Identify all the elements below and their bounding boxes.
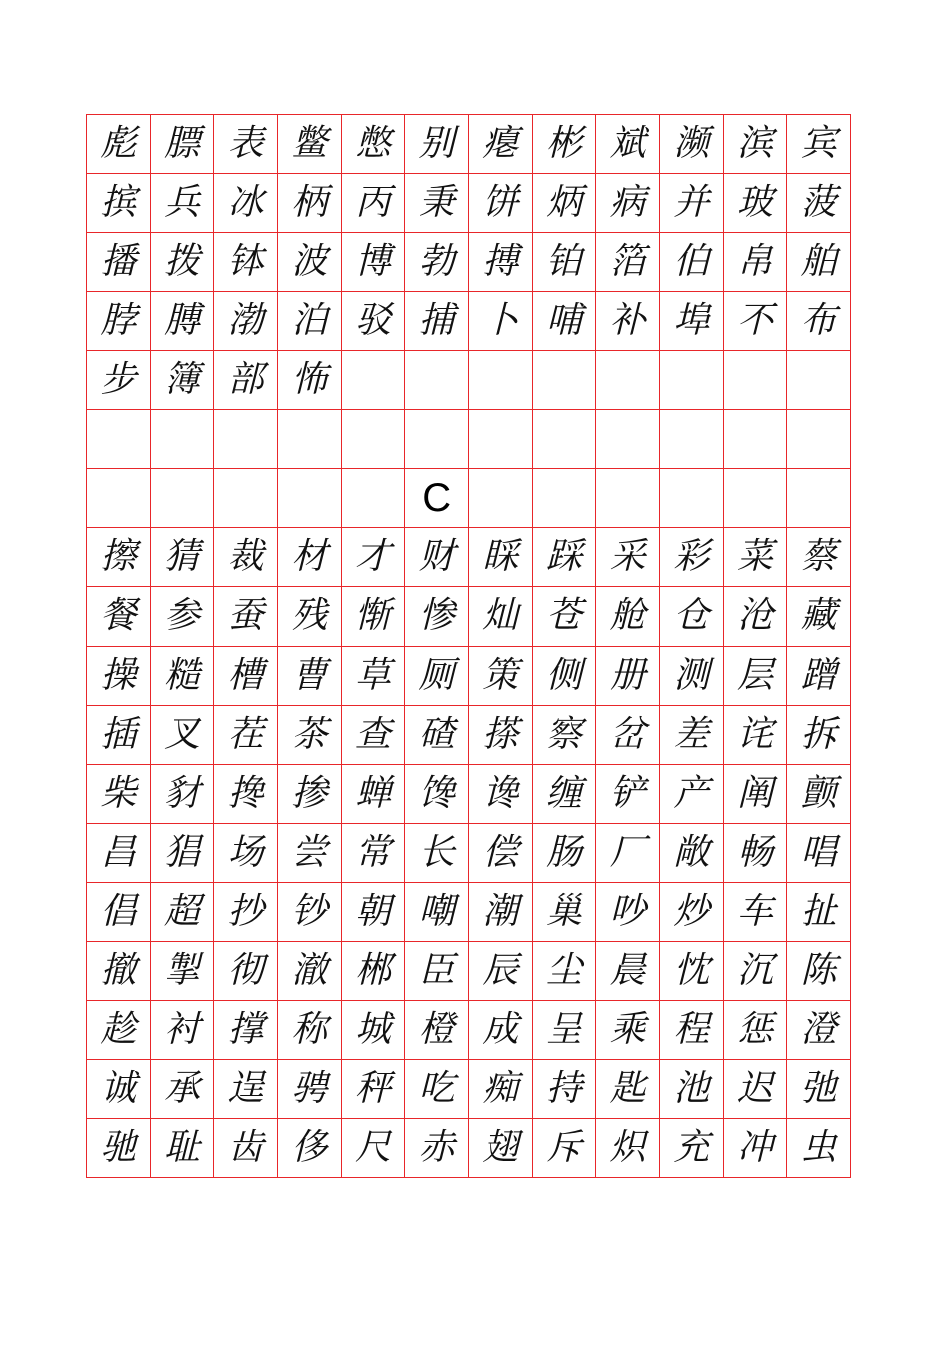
empty-grid-cell	[724, 469, 788, 528]
character-cell: 擦	[87, 528, 151, 587]
character-cell: 糙	[151, 647, 215, 706]
character-cell: 车	[724, 883, 788, 942]
character-cell: 操	[87, 647, 151, 706]
character-cell: 病	[596, 174, 660, 233]
character-cell: 惨	[405, 587, 469, 646]
character-cell: 参	[151, 587, 215, 646]
character-cell: 埠	[660, 292, 724, 351]
character-cell: 泊	[278, 292, 342, 351]
empty-grid-cell	[405, 410, 469, 469]
character-cell: 铲	[596, 765, 660, 824]
empty-grid-cell	[596, 351, 660, 410]
character-cell: 掺	[278, 765, 342, 824]
character-cell: 嘲	[405, 883, 469, 942]
character-cell: 伯	[660, 233, 724, 292]
character-cell: 饼	[469, 174, 533, 233]
character-cell: 超	[151, 883, 215, 942]
character-cell: 巢	[533, 883, 597, 942]
empty-grid-cell	[469, 469, 533, 528]
empty-grid-cell	[214, 410, 278, 469]
empty-grid-cell	[787, 469, 851, 528]
character-cell: 沧	[724, 587, 788, 646]
character-cell: 茬	[214, 706, 278, 765]
character-cell: 勃	[405, 233, 469, 292]
character-cell: 撤	[87, 942, 151, 1001]
empty-grid-cell	[533, 469, 597, 528]
character-cell: 兵	[151, 174, 215, 233]
character-cell: 晨	[596, 942, 660, 1001]
character-cell: 诧	[724, 706, 788, 765]
empty-grid-cell	[214, 469, 278, 528]
empty-grid-cell	[787, 351, 851, 410]
character-cell: 惭	[342, 587, 406, 646]
character-cell: 吃	[405, 1060, 469, 1119]
character-cell: 驳	[342, 292, 406, 351]
character-cell: 策	[469, 647, 533, 706]
character-cell: 吵	[596, 883, 660, 942]
character-cell: 澄	[787, 1001, 851, 1060]
character-cell: 城	[342, 1001, 406, 1060]
character-cell: 冲	[724, 1119, 788, 1178]
empty-grid-cell	[660, 410, 724, 469]
character-cell: 彩	[660, 528, 724, 587]
character-cell: 拨	[151, 233, 215, 292]
character-cell: 灿	[469, 587, 533, 646]
character-cell: 卜	[469, 292, 533, 351]
empty-grid-cell	[533, 351, 597, 410]
character-cell: 郴	[342, 942, 406, 1001]
character-cell: 昌	[87, 824, 151, 883]
character-cell: 敞	[660, 824, 724, 883]
character-cell: 摈	[87, 174, 151, 233]
character-cell: 侈	[278, 1119, 342, 1178]
empty-grid-cell	[787, 410, 851, 469]
character-cell: 扯	[787, 883, 851, 942]
character-cell: 产	[660, 765, 724, 824]
character-cell: 博	[342, 233, 406, 292]
character-cell: 谗	[469, 765, 533, 824]
character-cell: 仓	[660, 587, 724, 646]
character-cell: 插	[87, 706, 151, 765]
character-cell: 澈	[278, 942, 342, 1001]
empty-grid-cell	[278, 469, 342, 528]
empty-grid-cell	[405, 351, 469, 410]
character-cell: 蚕	[214, 587, 278, 646]
character-cell: 膘	[151, 115, 215, 174]
character-cell: 菜	[724, 528, 788, 587]
character-cell: 波	[278, 233, 342, 292]
character-cell: 岔	[596, 706, 660, 765]
character-cell: 长	[405, 824, 469, 883]
character-cell: 秤	[342, 1060, 406, 1119]
character-cell: 滨	[724, 115, 788, 174]
character-cell: 称	[278, 1001, 342, 1060]
character-cell: 宾	[787, 115, 851, 174]
character-cell: 槽	[214, 647, 278, 706]
character-cell: 憋	[342, 115, 406, 174]
empty-grid-cell	[278, 410, 342, 469]
character-cell: 箔	[596, 233, 660, 292]
character-cell: 柴	[87, 765, 151, 824]
character-cell: 趁	[87, 1001, 151, 1060]
character-cell: 拆	[787, 706, 851, 765]
character-cell: 渤	[214, 292, 278, 351]
character-cell: 曹	[278, 647, 342, 706]
character-cell: 猜	[151, 528, 215, 587]
character-cell: 赤	[405, 1119, 469, 1178]
character-cell: 搽	[469, 706, 533, 765]
section-letter-heading: C	[405, 469, 469, 528]
character-cell: 程	[660, 1001, 724, 1060]
character-cell: 财	[405, 528, 469, 587]
empty-grid-cell	[342, 469, 406, 528]
character-cell: 餐	[87, 587, 151, 646]
character-cell: 抄	[214, 883, 278, 942]
character-cell: 部	[214, 351, 278, 410]
character-cell: 帛	[724, 233, 788, 292]
character-cell: 钵	[214, 233, 278, 292]
character-cell: 肠	[533, 824, 597, 883]
character-cell: 衬	[151, 1001, 215, 1060]
character-cell: 潮	[469, 883, 533, 942]
character-cell: 呈	[533, 1001, 597, 1060]
character-cell: 倡	[87, 883, 151, 942]
character-cell: 彪	[87, 115, 151, 174]
character-cell: 炒	[660, 883, 724, 942]
character-cell: 簿	[151, 351, 215, 410]
character-cell: 鳖	[278, 115, 342, 174]
character-cell: 层	[724, 647, 788, 706]
character-cell: 诚	[87, 1060, 151, 1119]
character-cell: 厕	[405, 647, 469, 706]
character-cell: 舱	[596, 587, 660, 646]
character-practice-grid	[86, 114, 851, 1178]
character-cell: 场	[214, 824, 278, 883]
empty-grid-cell	[724, 410, 788, 469]
character-cell: 濒	[660, 115, 724, 174]
character-cell: 尝	[278, 824, 342, 883]
character-cell: 成	[469, 1001, 533, 1060]
empty-grid-cell	[87, 410, 151, 469]
character-cell: 痴	[469, 1060, 533, 1119]
character-cell: 玻	[724, 174, 788, 233]
character-cell: 菠	[787, 174, 851, 233]
character-cell: 并	[660, 174, 724, 233]
character-cell: 撑	[214, 1001, 278, 1060]
character-cell: 持	[533, 1060, 597, 1119]
character-cell: 斌	[596, 115, 660, 174]
character-cell: 炳	[533, 174, 597, 233]
character-cell: 偿	[469, 824, 533, 883]
character-cell: 馋	[405, 765, 469, 824]
character-cell: 颤	[787, 765, 851, 824]
character-cell: 补	[596, 292, 660, 351]
character-cell: 常	[342, 824, 406, 883]
character-cell: 柄	[278, 174, 342, 233]
character-cell: 匙	[596, 1060, 660, 1119]
character-cell: 查	[342, 706, 406, 765]
character-cell: 察	[533, 706, 597, 765]
character-cell: 掣	[151, 942, 215, 1001]
character-cell: 采	[596, 528, 660, 587]
empty-grid-cell	[87, 469, 151, 528]
character-cell: 虫	[787, 1119, 851, 1178]
character-cell: 畅	[724, 824, 788, 883]
character-cell: 表	[214, 115, 278, 174]
character-cell: 差	[660, 706, 724, 765]
empty-grid-cell	[660, 469, 724, 528]
empty-grid-cell	[342, 410, 406, 469]
character-cell: 藏	[787, 587, 851, 646]
character-cell: 残	[278, 587, 342, 646]
character-cell: 不	[724, 292, 788, 351]
character-cell: 冰	[214, 174, 278, 233]
character-cell: 弛	[787, 1060, 851, 1119]
empty-grid-cell	[660, 351, 724, 410]
character-cell: 迟	[724, 1060, 788, 1119]
character-cell: 叉	[151, 706, 215, 765]
character-cell: 豺	[151, 765, 215, 824]
character-cell: 阐	[724, 765, 788, 824]
character-cell: 彻	[214, 942, 278, 1001]
character-cell: 哺	[533, 292, 597, 351]
character-cell: 碴	[405, 706, 469, 765]
empty-grid-cell	[469, 410, 533, 469]
character-cell: 沉	[724, 942, 788, 1001]
empty-grid-cell	[533, 410, 597, 469]
character-cell: 朝	[342, 883, 406, 942]
character-cell: 猖	[151, 824, 215, 883]
character-cell: 才	[342, 528, 406, 587]
character-cell: 乘	[596, 1001, 660, 1060]
character-cell: 驰	[87, 1119, 151, 1178]
character-cell: 尘	[533, 942, 597, 1001]
character-cell: 钞	[278, 883, 342, 942]
character-cell: 蔡	[787, 528, 851, 587]
character-cell: 尺	[342, 1119, 406, 1178]
character-cell: 炽	[596, 1119, 660, 1178]
character-cell: 脖	[87, 292, 151, 351]
character-cell: 布	[787, 292, 851, 351]
character-cell: 橙	[405, 1001, 469, 1060]
empty-grid-cell	[596, 410, 660, 469]
character-cell: 苍	[533, 587, 597, 646]
character-cell: 丙	[342, 174, 406, 233]
character-cell: 侧	[533, 647, 597, 706]
character-cell: 翅	[469, 1119, 533, 1178]
character-cell: 测	[660, 647, 724, 706]
character-cell: 陈	[787, 942, 851, 1001]
character-cell: 册	[596, 647, 660, 706]
empty-grid-cell	[151, 469, 215, 528]
character-cell: 秉	[405, 174, 469, 233]
character-cell: 踩	[533, 528, 597, 587]
empty-grid-cell	[724, 351, 788, 410]
character-cell: 厂	[596, 824, 660, 883]
character-cell: 惩	[724, 1001, 788, 1060]
character-cell: 蹭	[787, 647, 851, 706]
character-cell: 齿	[214, 1119, 278, 1178]
empty-grid-cell	[596, 469, 660, 528]
character-cell: 池	[660, 1060, 724, 1119]
character-cell: 步	[87, 351, 151, 410]
character-cell: 材	[278, 528, 342, 587]
character-cell: 臣	[405, 942, 469, 1001]
character-cell: 播	[87, 233, 151, 292]
character-cell: 睬	[469, 528, 533, 587]
character-cell: 忱	[660, 942, 724, 1001]
character-cell: 舶	[787, 233, 851, 292]
character-cell: 搀	[214, 765, 278, 824]
character-cell: 斥	[533, 1119, 597, 1178]
character-cell: 辰	[469, 942, 533, 1001]
character-cell: 怖	[278, 351, 342, 410]
character-cell: 铂	[533, 233, 597, 292]
character-cell: 承	[151, 1060, 215, 1119]
character-cell: 彬	[533, 115, 597, 174]
character-cell: 草	[342, 647, 406, 706]
character-cell: 唱	[787, 824, 851, 883]
empty-grid-cell	[151, 410, 215, 469]
character-cell: 茶	[278, 706, 342, 765]
character-cell: 裁	[214, 528, 278, 587]
character-cell: 耻	[151, 1119, 215, 1178]
character-cell: 搏	[469, 233, 533, 292]
character-cell: 充	[660, 1119, 724, 1178]
character-cell: 骋	[278, 1060, 342, 1119]
character-cell: 别	[405, 115, 469, 174]
character-cell: 瘪	[469, 115, 533, 174]
empty-grid-cell	[342, 351, 406, 410]
character-cell: 膊	[151, 292, 215, 351]
character-cell: 逞	[214, 1060, 278, 1119]
character-cell: 蝉	[342, 765, 406, 824]
character-cell: 缠	[533, 765, 597, 824]
empty-grid-cell	[469, 351, 533, 410]
character-cell: 捕	[405, 292, 469, 351]
